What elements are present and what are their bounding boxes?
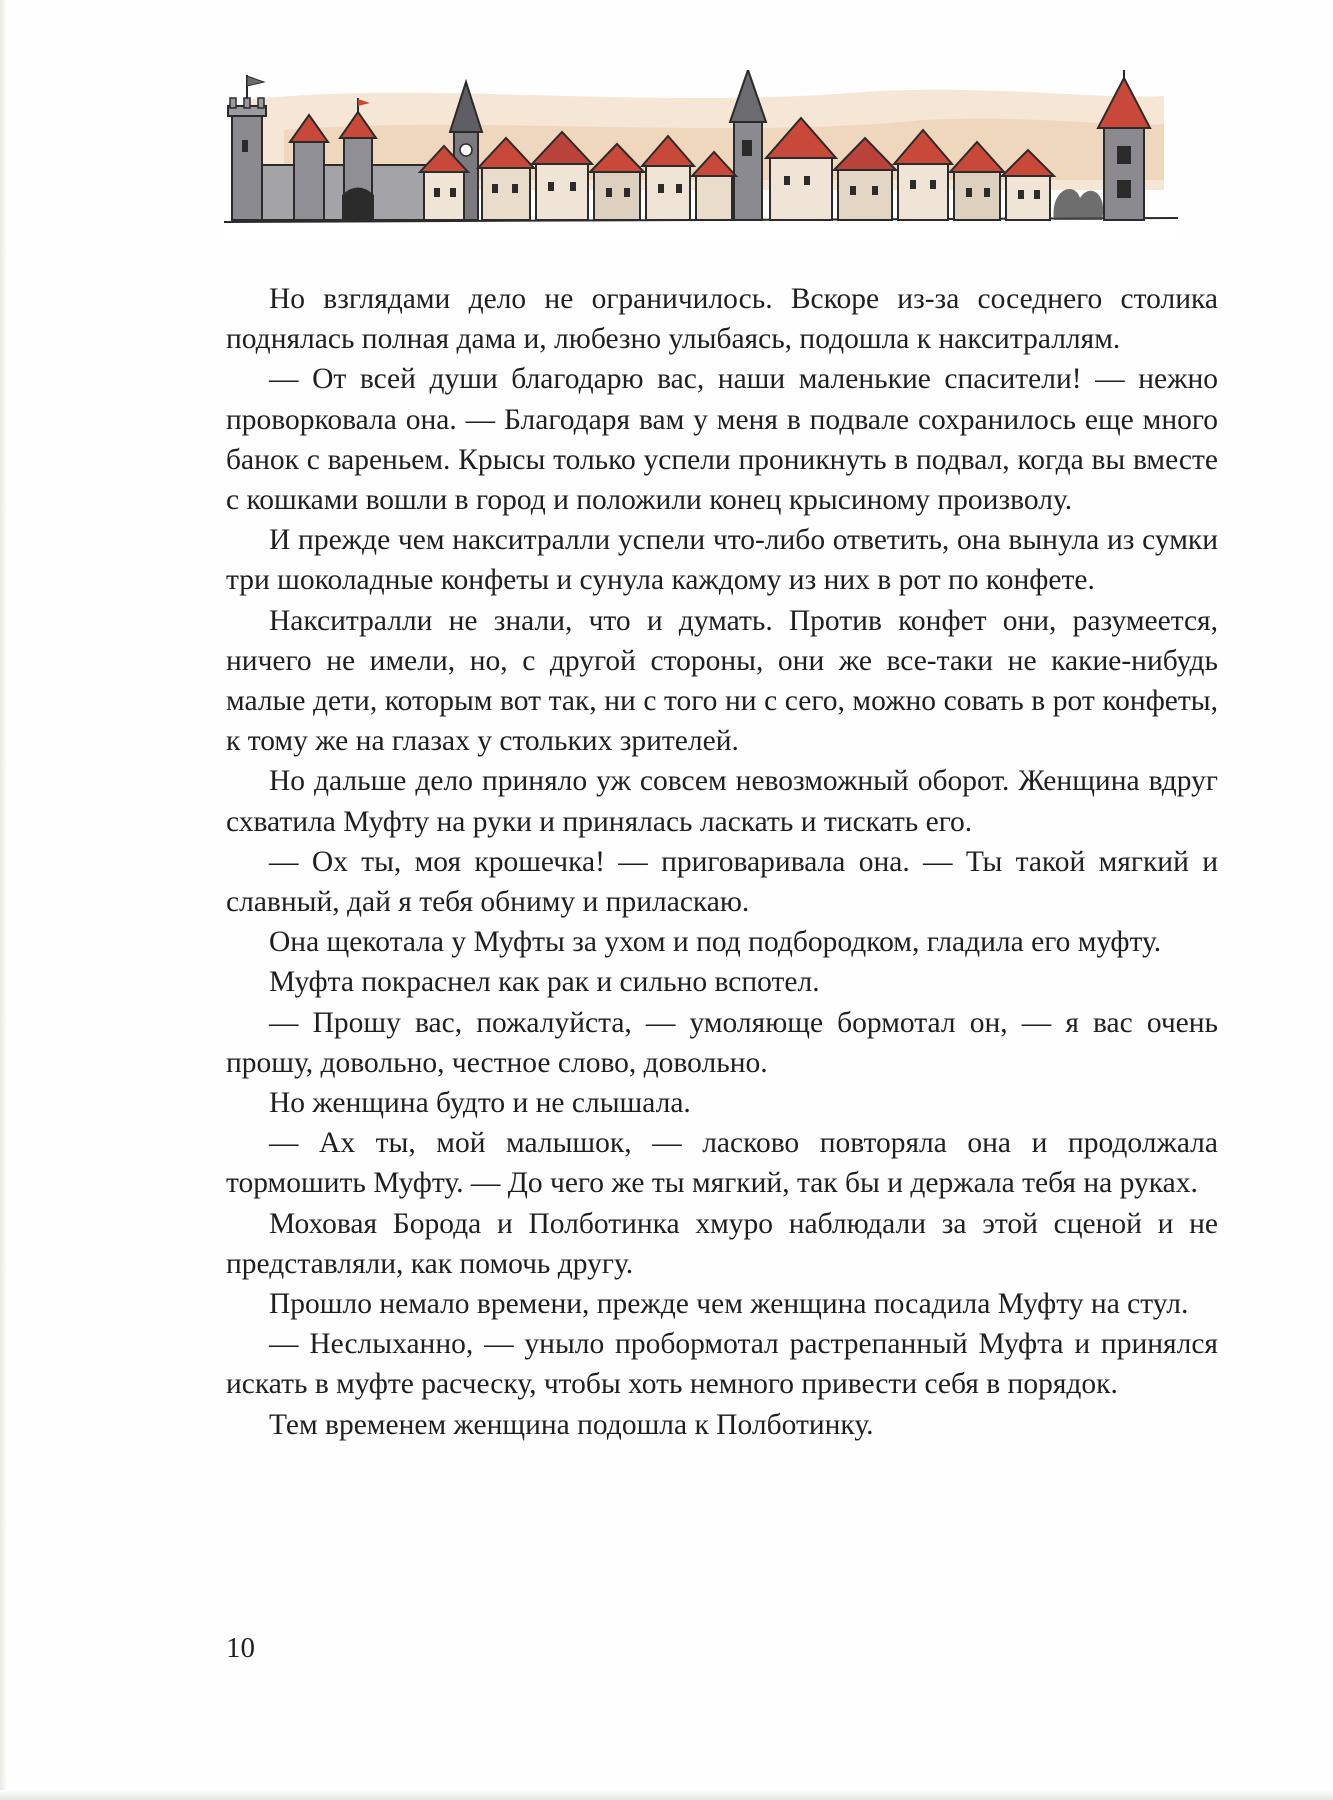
- paragraph: — Ох ты, моя крошечка! — приговаривала она. — Ты такой мягкий и славный, дай я тебя обниму и приласкаю.: [226, 845, 1218, 919]
- paragraph: — Неслыханно, — уныло пробормотал растрепанный Муфта и принялся искать в муфте расческу, чтобы хоть немного привести себя в порядок.: [226, 1328, 1218, 1401]
- town-skyline-illustration: [224, 70, 1178, 240]
- paragraph: И прежде чем накситралли успели что-либо ответить, она вынула из сумки три шоколадные конфеты и сунула каждому из них в рот по конфете.: [226, 524, 1218, 597]
- paragraph: Тем временем женщина подошла к Полботинку.: [269, 1408, 874, 1441]
- paragraph: — Прошу вас, пожалуйста, — умоляюще бормотал он, — я вас очень прошу, довольно, честное слово, довольно.: [226, 1006, 1218, 1079]
- page-number: 10: [226, 1632, 255, 1664]
- paragraph: Муфта покраснел как рак и сильно вспотел.: [269, 966, 820, 999]
- paragraph: — От всей души благодарю вас, наши маленькие спасители! — нежно проворковала она. — Благодаря вам у меня в подвале сохранилось еще много банок с вареньем. Крысы только успели проникнуть в подвал, когда вы вместе с кошками вошли в город и положили конец крысиному произволу.: [226, 363, 1218, 517]
- paragraph: Но женщина будто и не слышала.: [269, 1087, 691, 1120]
- paragraph: Моховая Борода и Полботинка хмуро наблюдали за этой сценой и не представляли, как помочь другу.: [226, 1207, 1218, 1280]
- paragraph: Прошло немало времени, прежде чем женщина посадила Муфту на стул.: [269, 1288, 1189, 1321]
- page-bottom-edge: [0, 1790, 1333, 1800]
- page-left-edge: [0, 0, 6, 1800]
- paragraph: Накситралли не знали, что и думать. Против конфет они, разумеется, ничего не имели, но, с другой стороны, они же все-таки не какие-нибудь малые дети, которым вот так, ни с того ни с сего, можно совать в рот конфеты, к тому же на глазах у стольких зрителей.: [226, 604, 1218, 758]
- paragraph: — Ах ты, мой малышок, — ласково повторяла она и продолжала тормошить Муфту. — До чего же ты мягкий, так бы и держала тебя на руках.: [226, 1127, 1218, 1200]
- paragraph: Но взглядами дело не ограничилось. Вскоре из-за соседнего столика поднялась полная дама и, любезно улыбаясь, подошла к накситраллям.: [226, 283, 1218, 356]
- paragraph: Она щекотала у Муфты за ухом и под подбородком, гладила его муфту.: [269, 926, 1162, 959]
- story-text: [226, 279, 1218, 1445]
- paragraph: Но дальше дело приняло уж совсем невозможный оборот. Женщина вдруг схватила Муфту на руки и принялась ласкать и тискать его.: [226, 765, 1218, 838]
